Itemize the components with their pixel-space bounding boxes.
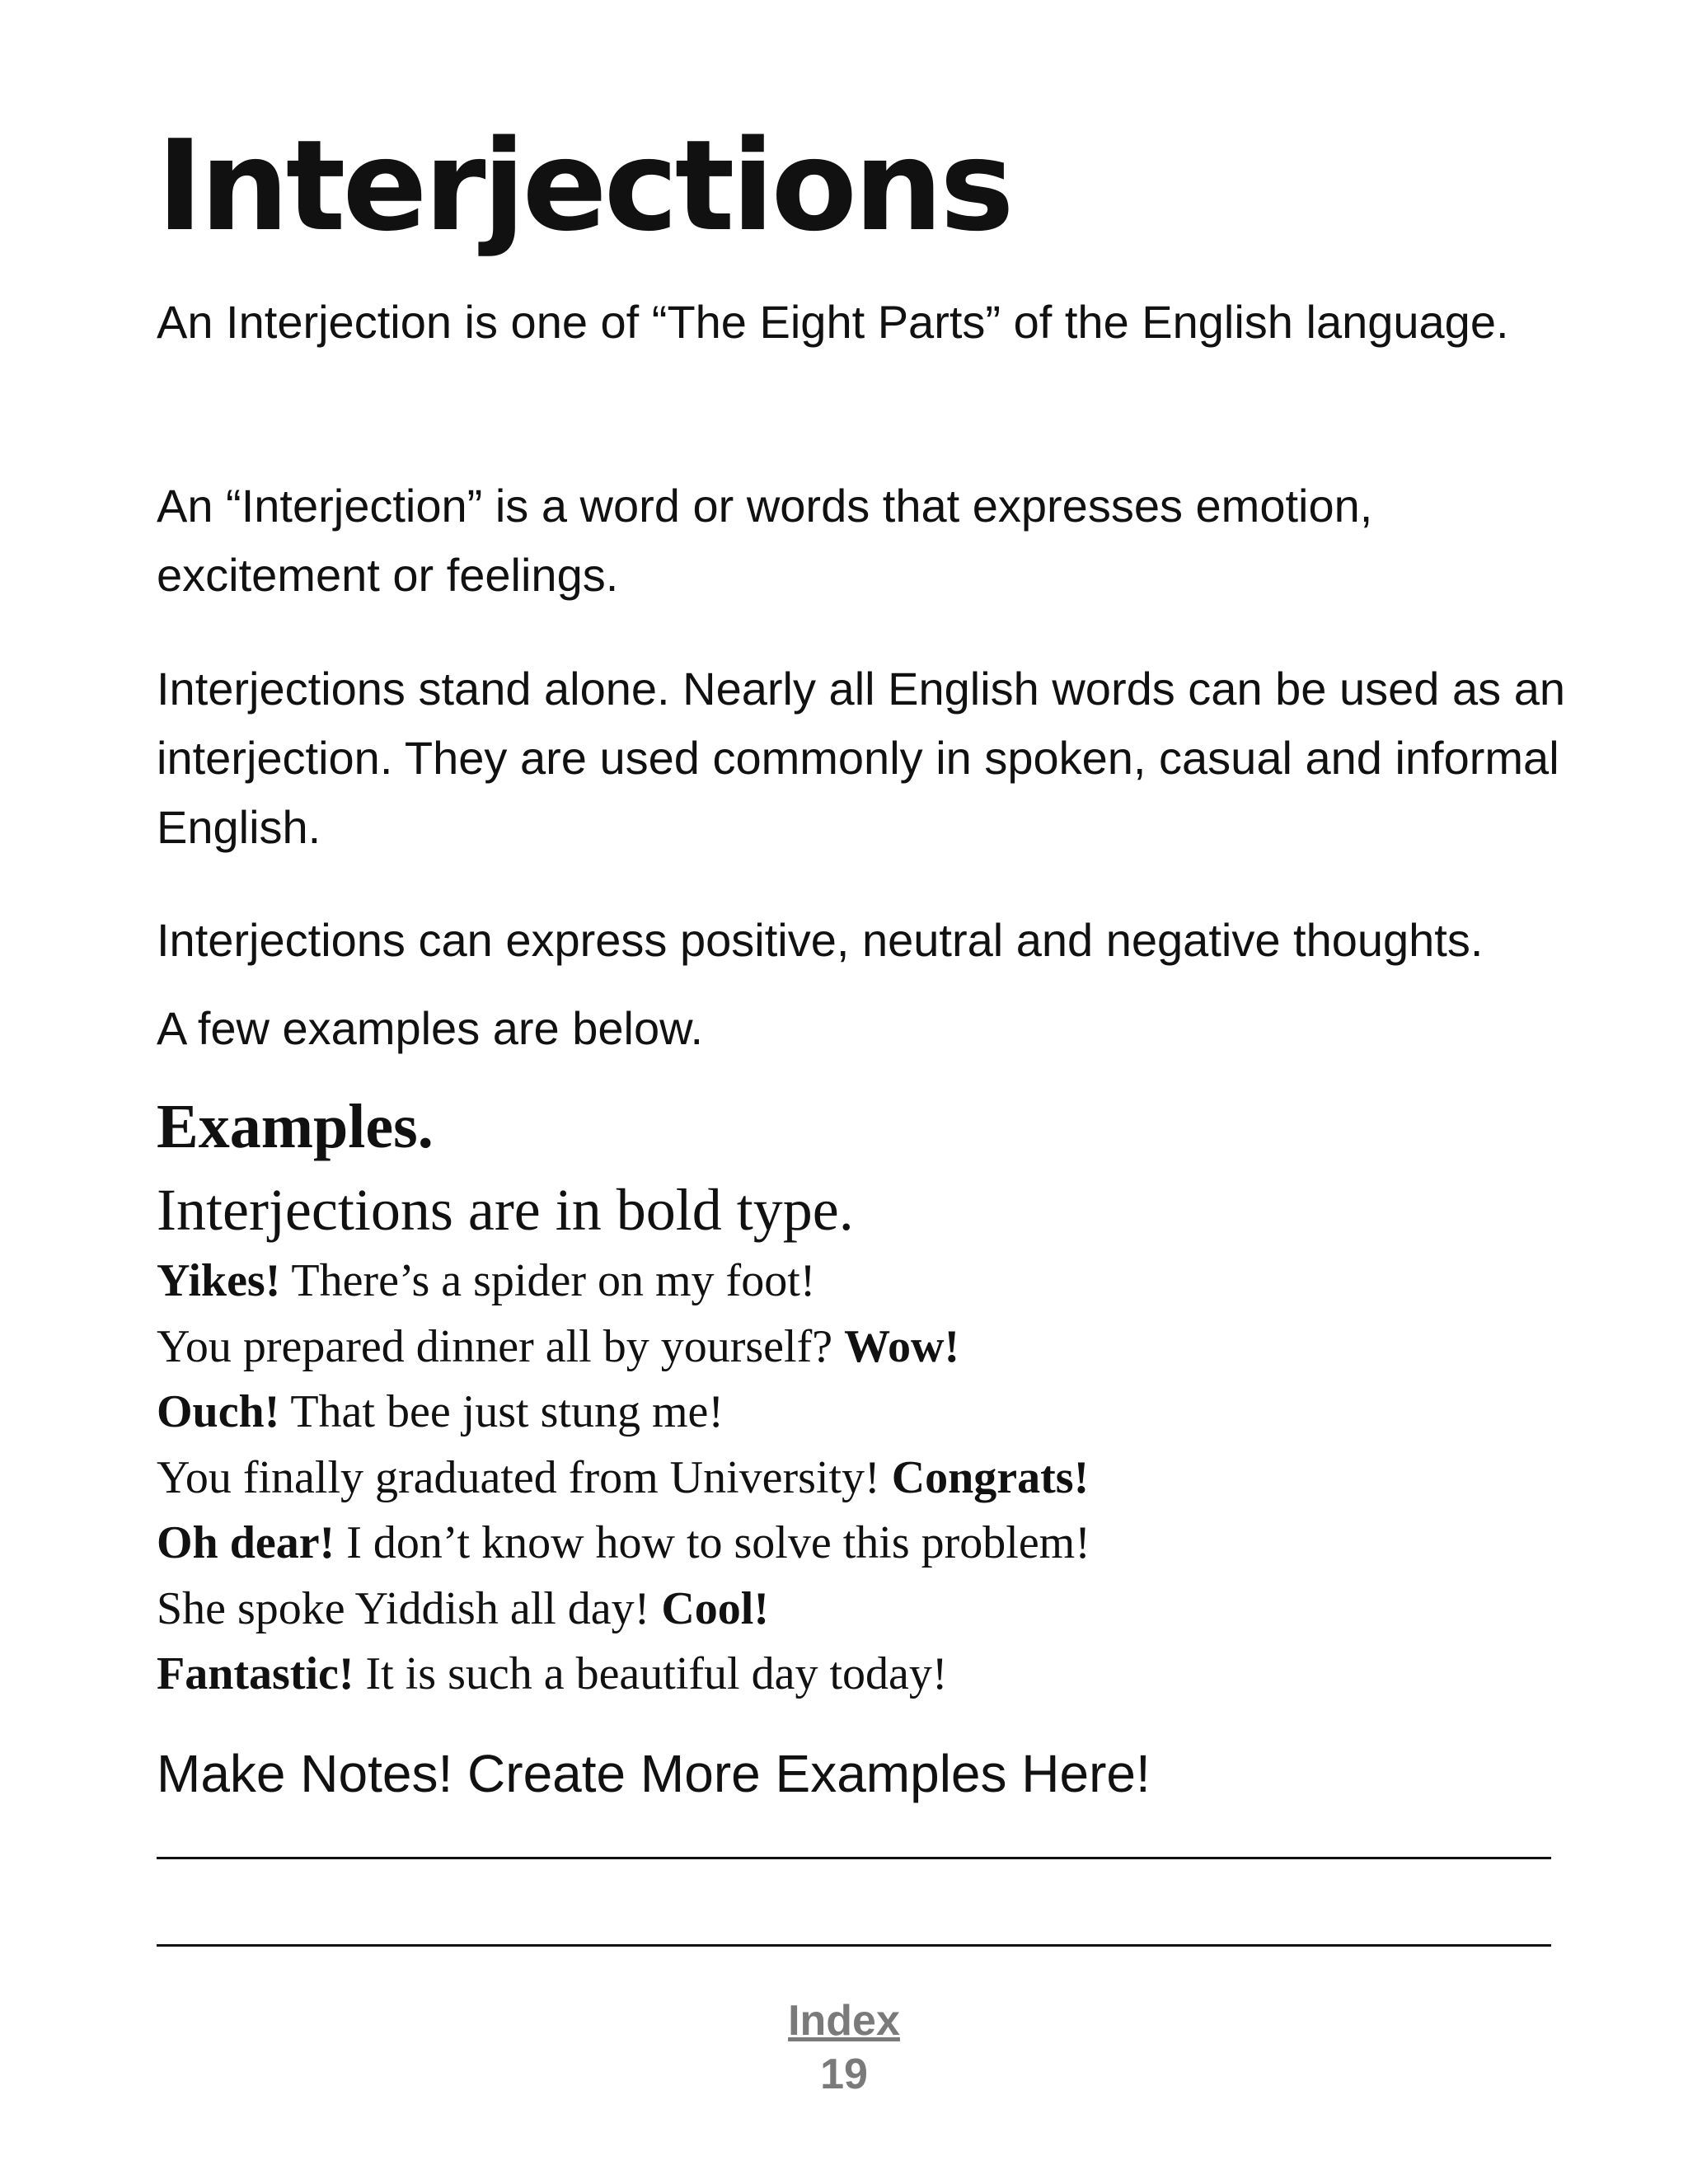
notes-heading: Make Notes! Create More Examples Here! xyxy=(157,1744,1151,1803)
interjection-word: Oh dear! xyxy=(157,1517,335,1568)
page-number: 19 xyxy=(820,2050,868,2098)
sentence-text: You prepared dinner all by yourself? xyxy=(157,1320,845,1372)
example-sentence xyxy=(157,1315,1090,1380)
sentence-text: There’s a spider on my foot! xyxy=(280,1255,816,1306)
interjection-word: Yikes! xyxy=(157,1255,281,1306)
note-writing-line[interactable] xyxy=(157,1944,1551,1947)
interjection-word: Fantastic! xyxy=(157,1648,354,1699)
example-sentence xyxy=(157,1577,1090,1643)
sentence-text: You finally graduated from University! xyxy=(157,1451,892,1503)
page-title: Interjections xyxy=(157,113,1011,259)
interjection-word: Ouch! xyxy=(157,1386,280,1437)
example-sentence xyxy=(157,1511,1090,1577)
example-sentence xyxy=(157,1446,1090,1511)
example-sentence xyxy=(157,1249,1090,1315)
examples-list xyxy=(157,1249,1090,1708)
example-sentence xyxy=(157,1642,1090,1708)
interjection-word: Wow! xyxy=(844,1320,960,1372)
intro-paragraph: Interjections can express positive, neutral and negative thoughts. xyxy=(157,914,1484,966)
intro-paragraph: An “Interjection” is a word or words that expresses emotion, excitement or feelings. xyxy=(157,480,1373,601)
example-sentence xyxy=(157,1380,1090,1446)
sentence-text: It is such a beautiful day today! xyxy=(354,1648,948,1699)
intro-paragraph: An Interjection is one of “The Eight Parts” of the English language. xyxy=(157,296,1509,348)
index-link[interactable]: Index xyxy=(788,1997,900,2045)
interjection-word: Cool! xyxy=(661,1582,769,1634)
interjection-word: Congrats! xyxy=(891,1451,1090,1503)
sentence-text: That bee just stung me! xyxy=(279,1386,724,1437)
note-writing-line[interactable] xyxy=(157,1857,1551,1859)
intro-paragraph: Interjections stand alone. Nearly all English words can be used as an interjection. They are used commonly in spoken, casual and informal English. xyxy=(157,663,1565,853)
examples-subheading: Interjections are in bold type. xyxy=(157,1177,854,1243)
examples-heading: Examples. xyxy=(157,1092,434,1161)
sentence-text: She spoke Yiddish all day! xyxy=(157,1582,662,1634)
intro-paragraph: A few examples are below. xyxy=(157,1002,704,1054)
sentence-text: I don’t know how to solve this problem! xyxy=(335,1517,1090,1568)
